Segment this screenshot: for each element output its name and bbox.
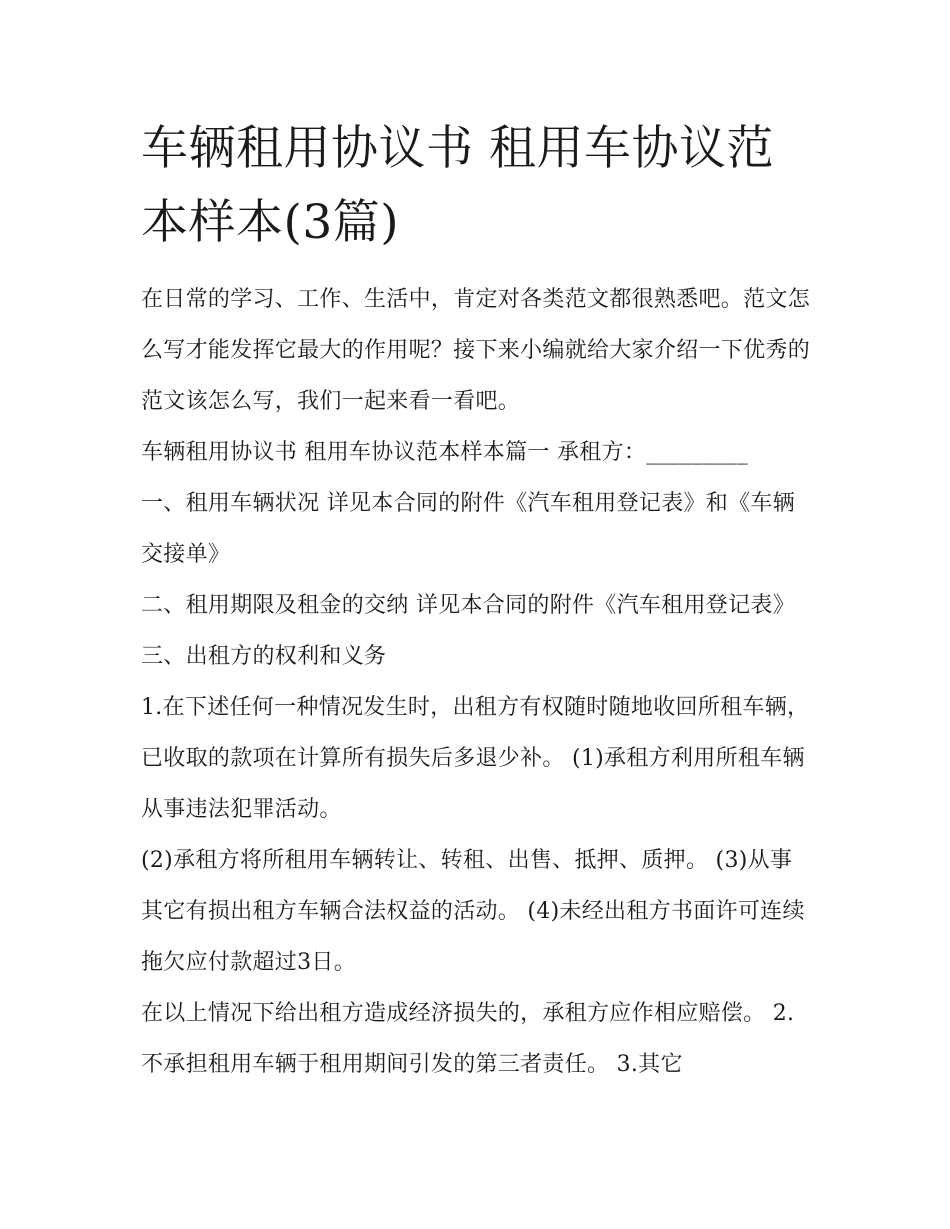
- paragraph-clause-2: (2)承租方将所租用车辆转让、转租、出售、抵押、质押。 (3)从事其它有损出租方车辆合法权益的活动。 (4)未经出租方书面许可连续拖欠应付款超过3日。: [141, 848, 805, 975]
- paragraph-party: 车辆租用协议书 租用车协议范本样本篇一 承租方：_________: [141, 440, 748, 465]
- document-title: 车辆租用协议书 租用车协议范本样本(3篇): [141, 121, 774, 250]
- document-page: [141, 112, 813, 1090]
- paragraph-section-2: 二、租用期限及租金的交纳 详见本合同的附件《汽车租用登记表》 三、出租方的权利和义务: [141, 593, 795, 669]
- paragraph-clause-3: 在以上情况下给出租方造成经济损失的，承租方应作相应赔偿。 2.不承担租用车辆于租用期间引发的第三者责任。 3.其它: [141, 1001, 795, 1077]
- paragraph-clause-1: 1.在下述任何一种情况发生时，出租方有权随时随地收回所租车辆，已收取的款项在计算所有损失后多退少补。 (1)承租方利用所租车辆从事违法犯罪活动。: [141, 695, 810, 822]
- paragraph-section-1: 一、租用车辆状况 详见本合同的附件《汽车租用登记表》和《车辆交接单》: [141, 491, 795, 567]
- paragraph-intro: 在日常的学习、工作、生活中，肯定对各类范文都很熟悉吧。范文怎么写才能发挥它最大的作用呢？接下来小编就给大家介绍一下优秀的范文该怎么写，我们一起来看一看吧。: [141, 287, 811, 414]
